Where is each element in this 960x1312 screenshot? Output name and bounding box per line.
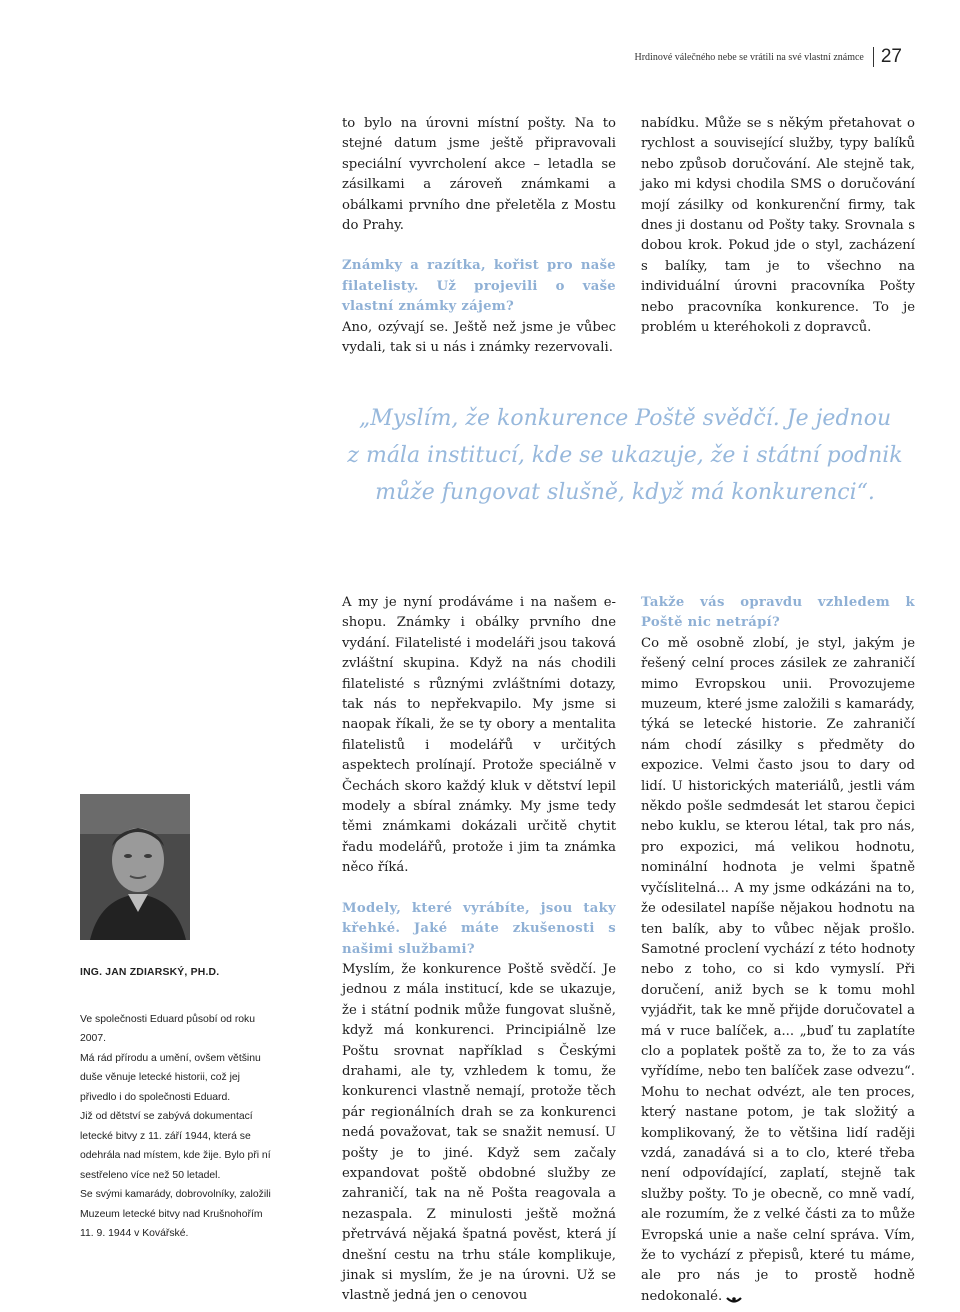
pull-quote-line: z mála institucí, kde se ukazuje, že i státní podnik [347, 443, 903, 468]
bio-line: Má rád přírodu a umění, ovšem většinu duše věnuje letecké historii, což jej přivedlo i do společnosti Eduard. [80, 1052, 261, 1103]
bio-line: Ve společnosti Eduard působí od roku 2007. [80, 1013, 256, 1044]
bio-line: Již od dětství se zabývá dokumentací letecké bitvy z 11. září 1944, která se odehrála nad místem, kde žije. Bylo při ní sestřeleno více než 50 letadel. [80, 1111, 271, 1181]
column-bottom-right [641, 593, 915, 1307]
paragraph: Myslím, že konkurence Poště svědčí. Je jednou z mála institucí, kde se ukazuje, že i státní podnik může fungovat slušně, když má konkurenci. Principiálně lze Poštu srovnat například s Českými drahami, ale ty, vzhledem k tomu, že konkurenci vlastně nemají, protože těch pár regionálních drah se za konkurenci nedá považovat, tak se snažit nemusí. U pošty je to jiné. Když sem začaly expandovat poště obdobné služby ze zahraničí, tak na ně Pošta reagovala a nezaspala. Z minulosti ještě možná přetrvává nějaká špatná pověst, která jí dnešní cestu na trhu stále komplikuje, jinak si myslím, že je na úrovni. Už se vlastně jedná jen o cenovou [342, 961, 616, 1304]
portrait-photo [80, 794, 190, 940]
pull-quote [340, 400, 910, 511]
paragraph: to bylo na úrovni místní pošty. Na to stejné datum jsme ještě připravovali speciální vyvrcholení akce – letadla se zásilkami a zároveň známkami a obálkami prvního dne přeletěla z Mostu do Prahy. [342, 116, 616, 234]
interview-question: Takže vás opravdu vzhledem k Poště nic netrápí? [641, 595, 915, 631]
pull-quote-line: může fungovat slušně, když má konkurenci“. [375, 480, 875, 505]
bio-line: Se svými kamarády, dobrovolníky, založili Muzeum letecké bitvy nad Krušnohořím 11. 9. 1944 v Kovářské. [80, 1189, 271, 1239]
author-name: ING. JAN ZDIARSKÝ, PH.D. [80, 967, 220, 978]
running-header [635, 46, 903, 68]
column-top-middle [342, 114, 616, 358]
header-divider [873, 47, 874, 67]
portrait-illustration [80, 794, 190, 940]
interview-question: Modely, které vyrábíte, jsou taky křehké. Jaké máte zkušenosti s našimi službami? [342, 900, 616, 957]
author-sidebar [80, 963, 278, 1244]
interview-question: Známky a razítka, kořist pro naše filatelisty. Už projevili o vaše vlastní známky zájem? [342, 258, 616, 315]
page-number: 27 [880, 46, 902, 67]
paragraph [641, 634, 915, 1307]
pull-quote-line: „Myslím, že konkurence Poště svědčí. Je jednou [358, 406, 892, 431]
paragraph-text: Co mě osobně zlobí, je styl, jakým je řešený celní proces zásilek ze zahraničí mimo Evropskou unii. Provozujeme muzeum, které jsme založili s kamarády, týká se letecké historie. Ze zahraničí nám chodí zásilky s předměty do expozice. Velmi často jsou to dary od lidí. U historických materiálů, jestli vám někdo pošle sedmdesát let starou čepici nebo kuklu, se kterou létal, tak pro nás, pro expozici, má velikou hodnotu, nominální hodnota je velmi špatně vyčíslitelná... A my jsme odkázáni na to, že odesilatel napíše nějakou hodnotu na ten balík, aby to vůbec nějak prošlo. Samotné proclení vychází z této hodnoty nebo z toho, co si kdo vymyslí. Při doručení, aniž bych se k tomu mohl vyjádřit, tak ke mně přijde doručovatel a má v ruce balíček, a... „buď tu zaplatíte clo a poplatek poště za to, že to za vás vyřídíme, nebo ten balíček zase odvezu“. Mohu to nechat odvézt, ale ten proces, který nastane potom, je tak složitý a komplikovaný, že to většina lidí raději vzdá, zanadává si a to clo, které třeba není odpovídající, zaplatí, stejně tak služby pošty. To je obecně, co mně vadí, ale rozumím, že z velké části za to může Evropská unie a naše celní správa. Vím, že to vychází z přepisů, které tu máme, ale pro nás je to prostě hodně nedokonalé. [641, 635, 915, 1304]
paragraph: nabídku. Může se s někým přetahovat o rychlost a související služby, typy balíků nebo způsob doručování. Ale stejně tak, jako mi kdysi chodila SMS o doručování mojí zásilky od konkurenční firmy, tak dnes ji dostanu od Pošty taky. Srovnala s dobou krok. Pokud jde o styl, zacházení s balíky, tam je to všechno na individuální úrovni pracovníka Pošty nebo pracovníka konkurence. To je problém u kteréhokoli z dopravců. [641, 116, 915, 336]
column-bottom-middle [342, 593, 616, 1307]
post-horn-icon [726, 1292, 742, 1301]
paragraph: A my je nyní prodáváme i na našem e-shopu. Známky i obálky prvního dne vydání. Filatelisté i modeláři jsou taková zvláštní skupina. Když na nás chodili filatelisté s různými zvláštními dotazy, tak nás to nepřekvapilo. My jsme si naopak říkali, že se ty obory a mentalita filatelistů i modelářů v určitých aspektech prolínají. Protože speciálně v Čechách skoro každý kluk v dětství lepil modely a sbíral známky. My jsme tedy těmi známkami dokázali určitě chytit řadu modelářů, protože i jim ta známka něco říká. [342, 595, 616, 876]
running-title: Hrdinové válečného nebe se vrátili na své vlastní známce [634, 51, 864, 63]
column-top-right [641, 114, 915, 338]
paragraph: Ano, ozývají se. Ještě než jsme je vůbec vydali, tak si u nás i známky rezervovali. [342, 319, 616, 356]
